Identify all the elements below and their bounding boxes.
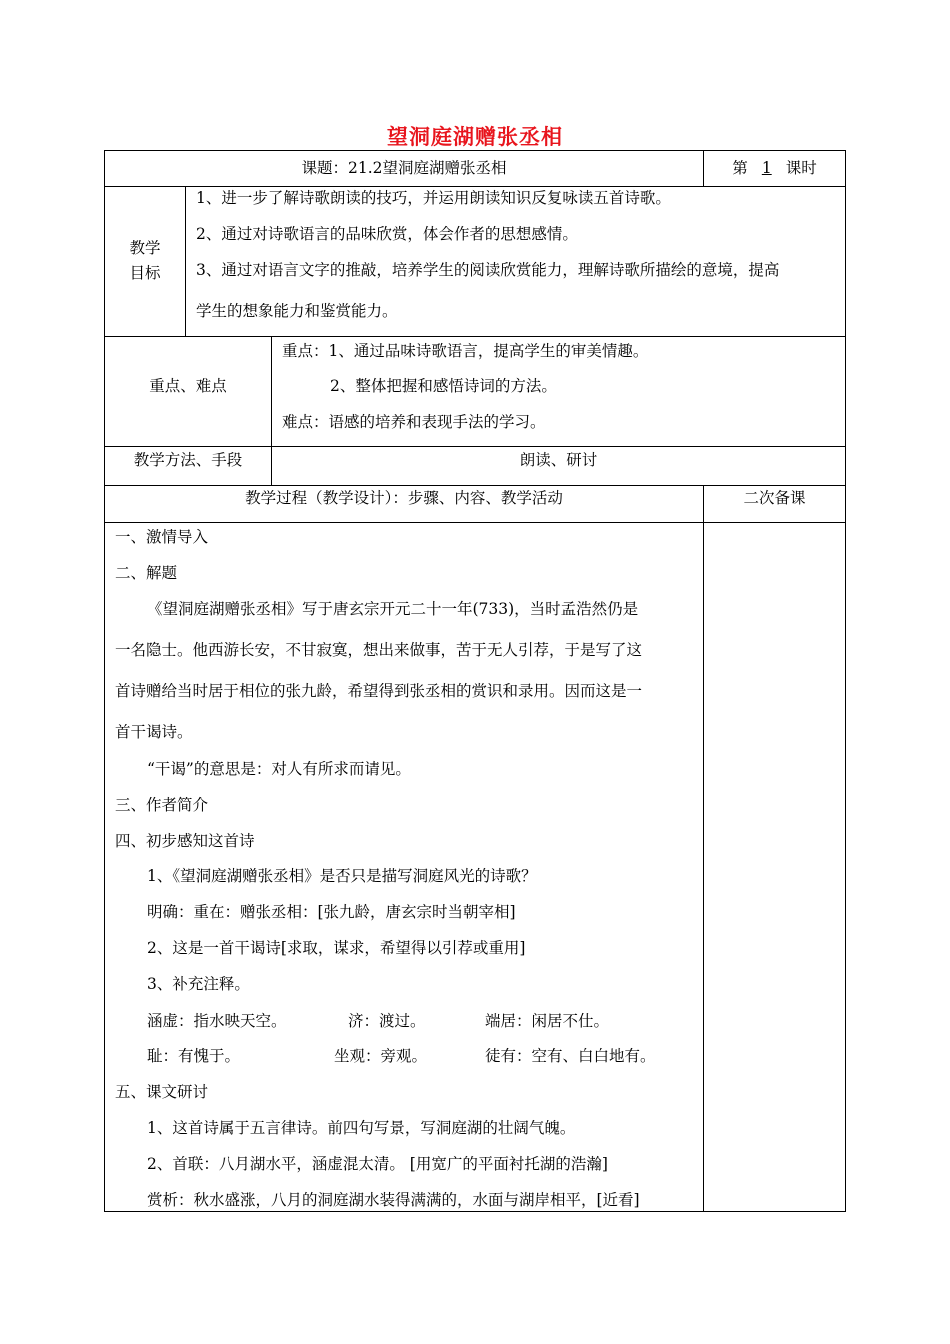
body-line: 1、这首诗属于五言律诗。前四句写景，写洞庭湖的壮阔气魄。 [147, 1119, 576, 1137]
body-line: 2、这是一首干谒诗[求取，谋求，希望得以引荐或重用] [147, 939, 526, 957]
method-label: 教学方法、手段 [133, 451, 243, 469]
section-heading: 二、解题 [115, 564, 178, 582]
annotation: 坐观：旁观。 [334, 1047, 428, 1065]
key-point-line: 重点：1、通过品味诗歌语言，提高学生的审美情趣。 [282, 342, 649, 360]
process-header: 教学过程（教学设计）：步骤、内容、教学活动 [245, 489, 563, 507]
row-divider [105, 485, 845, 486]
section-heading: 三、作者简介 [115, 796, 209, 814]
column-divider [703, 485, 704, 1211]
body-line: “干谒”的意思是：对人有所求而请见。 [147, 760, 411, 778]
key-point-line: 2、整体把握和感悟诗词的方法。 [330, 377, 557, 395]
lesson-title: 课题：21.2望洞庭湖赠张丞相 [301, 159, 507, 177]
objective-item: 学生的想象能力和鉴赏能力。 [196, 302, 398, 320]
second-prep-header: 二次备课 [743, 489, 806, 507]
row-divider [105, 336, 845, 337]
body-line: 首诗赠给当时居于相位的张九龄，希望得到张丞相的赏识和录用。因而这是一 [115, 682, 643, 700]
annotation: 端居：闲居不仕。 [485, 1012, 610, 1030]
annotation: 徒有：空有、白白地有。 [485, 1047, 656, 1065]
method-value: 朗读、研讨 [519, 451, 598, 469]
document-title: 望洞庭湖赠张丞相 [387, 125, 563, 149]
period-suffix: 课时 [785, 159, 817, 177]
body-line: 3、补充注释。 [147, 975, 250, 993]
body-line: 2、首联：八月湖水平，涵虚混太清。 [用宽广的平面衬托湖的浩瀚] [147, 1155, 608, 1173]
body-line: 明确：重在：赠张丞相：[张九龄，唐玄宗时当朝宰相] [147, 903, 516, 921]
key-point-line: 难点：语感的培养和表现手法的学习。 [282, 413, 546, 431]
objectives-label-line1: 教学 [129, 239, 161, 257]
lesson-plan-table [104, 150, 846, 1212]
objectives-label-line2: 目标 [129, 264, 161, 282]
section-heading: 五、课文研讨 [115, 1083, 209, 1101]
row-divider [105, 446, 845, 447]
period-label [704, 159, 845, 177]
section-heading: 四、初步感知这首诗 [115, 832, 255, 850]
annotation: 涵虚：指水映天空。 [147, 1012, 287, 1030]
section-heading: 一、激情导入 [115, 528, 209, 546]
period-number: 1 [761, 159, 772, 177]
objective-item: 1、进一步了解诗歌朗读的技巧，并运用朗读知识反复咏读五首诗歌。 [196, 189, 671, 207]
body-line: 赏析：秋水盛涨，八月的洞庭湖水装得满满的，水面与湖岸相平，[近看] [147, 1191, 640, 1209]
body-line: 一名隐士。他西游长安，不甘寂寞，想出来做事，苦于无人引荐，于是写了这 [115, 641, 643, 659]
column-divider [185, 186, 186, 336]
period-prefix: 第 [732, 159, 748, 177]
annotation: 耻：有愧于。 [147, 1047, 241, 1065]
objective-item: 2、通过对诗歌语言的品味欣赏，体会作者的思想感情。 [196, 225, 578, 243]
row-divider [105, 186, 845, 187]
body-line: 《望洞庭湖赠张丞相》写于唐玄宗开元二十一年(733)，当时孟浩然仍是 [147, 600, 639, 618]
objective-item: 3、通过对语言文字的推敲，培养学生的阅读欣赏能力，理解诗歌所描绘的意境，提高 [196, 261, 780, 279]
annotation: 济：渡过。 [348, 1012, 426, 1030]
body-line: 1、《望洞庭湖赠张丞相》是否只是描写洞庭风光的诗歌？ [147, 867, 537, 885]
body-line: 首干谒诗。 [115, 723, 193, 741]
key-points-label: 重点、难点 [149, 377, 227, 395]
row-divider [105, 522, 845, 523]
